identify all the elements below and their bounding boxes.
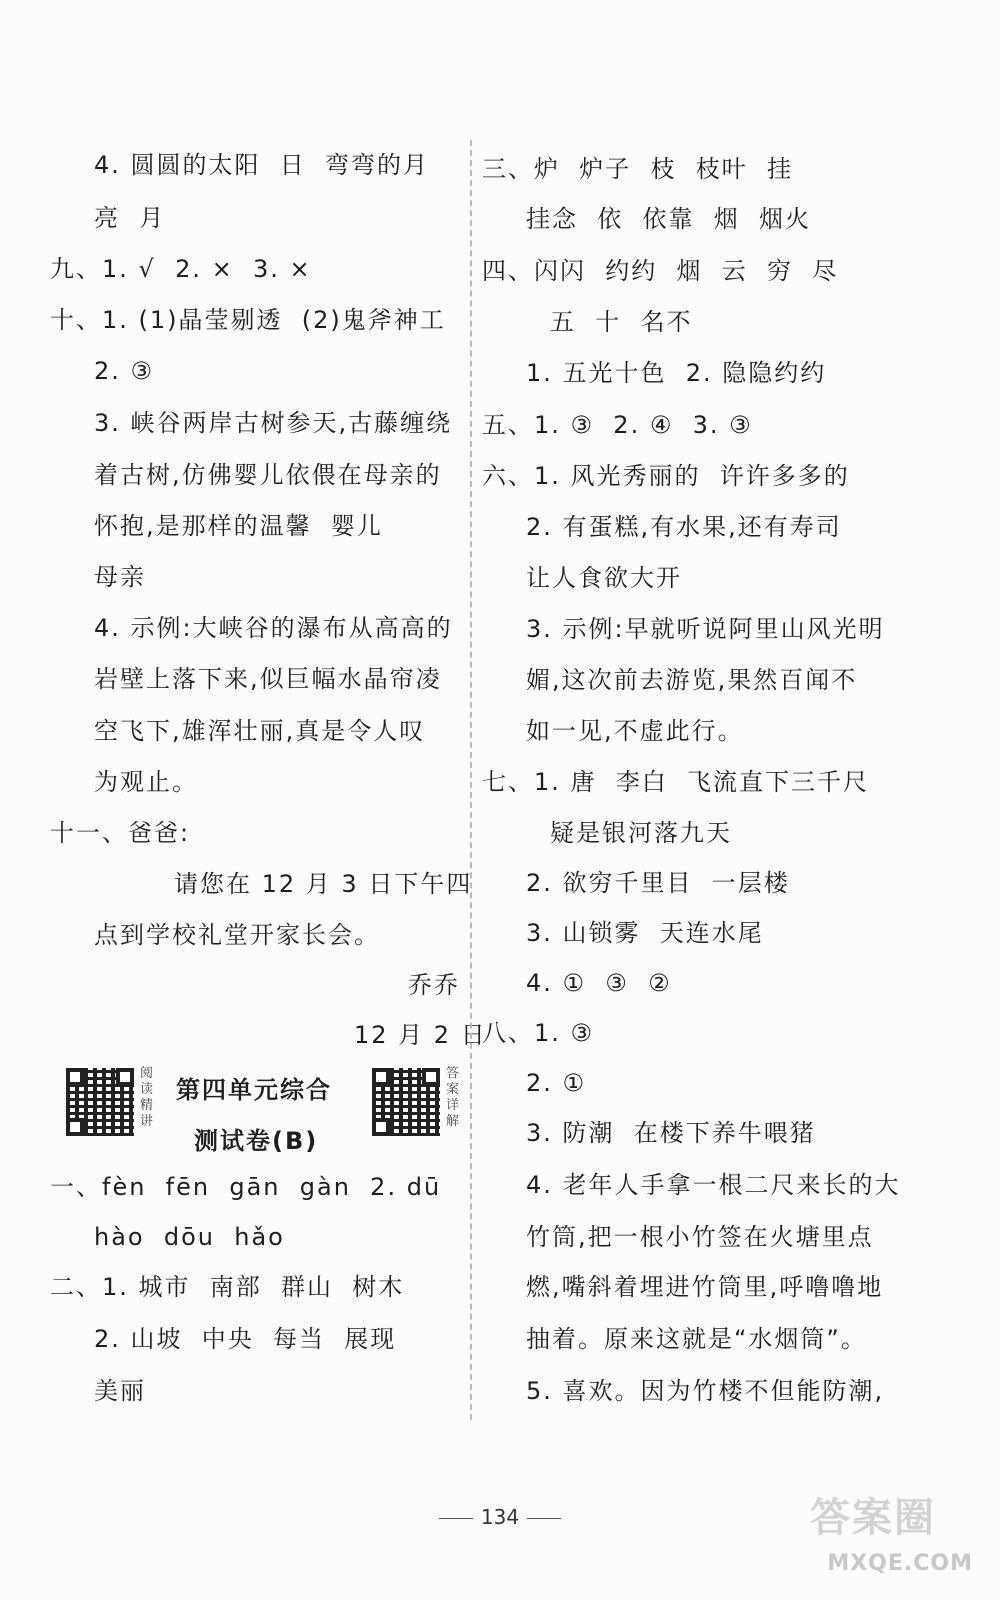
answer-line: 怀抱,是那样的温馨 婴儿 xyxy=(94,512,383,540)
answer-line: 八、1. ③ xyxy=(482,1019,595,1047)
answer-line: 疑是银河落九天 xyxy=(550,819,732,847)
answer-line: 一、fèn fēn gān gàn 2. dū xyxy=(50,1173,442,1201)
answer-line: 如一见,不虚此行。 xyxy=(526,717,744,745)
answer-line: 三、炉 炉子 枝 枝叶 挂 xyxy=(482,155,794,183)
answer-line: 请您在 12 月 3 日下午四 xyxy=(174,870,473,898)
answer-line: 1. 五光十色 2. 隐隐约约 xyxy=(526,359,827,387)
answer-line: hào dōu hǎo xyxy=(94,1223,285,1251)
answer-line: 岩壁上落下来,似巨幅水晶帘凌 xyxy=(94,665,442,693)
watermark-url: MXQE.COM xyxy=(827,1551,973,1576)
answer-line: 七、1. 唐 李白 飞流直下三千尺 xyxy=(482,768,870,796)
answer-line: 十、1. (1)晶莹剔透 (2)鬼斧神工 xyxy=(50,306,446,334)
answer-line: 美丽 xyxy=(94,1377,146,1405)
answer-line: 2. 有蛋糕,有水果,还有寿司 xyxy=(526,513,842,541)
answer-line: 3. 防潮 在楼下养牛喂猪 xyxy=(526,1119,816,1147)
section-title-line2: 测试卷(B) xyxy=(194,1127,319,1155)
watermark xyxy=(800,1478,985,1588)
answer-line: 2. 欲穷千里目 一层楼 xyxy=(526,869,790,897)
answer-line: 让人食欲大开 xyxy=(526,564,682,592)
answer-line: 3. 峡谷两岸古树参天,古藤缠绕 xyxy=(94,409,453,437)
answer-line: 4. 示例:大峡谷的瀑布从高高的 xyxy=(94,614,453,642)
answer-line: 四、闪闪 约约 烟 云 穷 尽 xyxy=(482,257,839,285)
page-number-dash-left xyxy=(439,1518,473,1519)
answer-line: 九、1. √ 2. × 3. × xyxy=(50,255,312,283)
answer-line: 点到学校礼堂开家长会。 xyxy=(94,921,380,949)
answer-line: 燃,嘴斜着埋进竹筒里,呼噜噜地 xyxy=(526,1273,884,1301)
answer-line: 5. 喜欢。因为竹楼不但能防潮, xyxy=(526,1377,885,1405)
answer-line: 2. ③ xyxy=(94,357,155,385)
answer-line: 十一、爸爸: xyxy=(50,819,191,847)
answer-line: 2. ① xyxy=(526,1069,587,1097)
answer-line: 媚,这次前去游览,果然百闻不 xyxy=(526,666,858,694)
signature-name: 乔乔 xyxy=(408,971,460,999)
answer-line: 空飞下,雄浑壮丽,真是令人叹 xyxy=(94,717,426,745)
answer-line: 抽着。原来这就是“水烟筒”。 xyxy=(526,1325,867,1353)
page-number-value: 134 xyxy=(480,1505,520,1529)
signature-date: 12 月 2 日 xyxy=(354,1021,487,1049)
answer-line: 五、1. ③ 2. ④ 3. ③ xyxy=(482,411,753,439)
watermark-logo: 答案圈 xyxy=(810,1495,936,1541)
qr-code-right[interactable] xyxy=(372,1068,440,1136)
column-divider xyxy=(470,140,472,1420)
qr-code-left[interactable] xyxy=(66,1068,134,1136)
answer-line: 3. 示例:早就听说阿里山风光明 xyxy=(526,615,885,643)
answer-line: 亮 月 xyxy=(94,204,166,232)
answer-line: 3. 山锁雾 天连水尾 xyxy=(526,919,764,947)
page-number-dash-right xyxy=(527,1518,561,1519)
answer-line: 为观止。 xyxy=(94,768,198,796)
answer-line: 2. 山坡 中央 每当 展现 xyxy=(94,1325,397,1353)
qr-right-label: 答案详解 xyxy=(446,1066,460,1129)
section-title-line1: 第四单元综合 xyxy=(176,1076,332,1104)
answer-line: 4. ① ③ ② xyxy=(526,969,672,997)
answer-line: 着古树,仿佛婴儿依偎在母亲的 xyxy=(94,461,442,489)
qr-left-label: 阅读精讲 xyxy=(140,1066,154,1129)
answer-line: 挂念 依 依靠 烟 烟火 xyxy=(526,205,812,233)
answer-line: 二、1. 城市 南部 群山 树木 xyxy=(50,1273,405,1301)
answer-line: 母亲 xyxy=(94,563,146,591)
answer-line: 4. 圆圆的太阳 日 弯弯的月 xyxy=(94,151,430,179)
answer-line: 4. 老年人手拿一根二尺来长的大 xyxy=(526,1171,901,1199)
answer-line: 竹筒,把一根小竹签在火塘里点 xyxy=(526,1223,874,1251)
answer-line: 六、1. 风光秀丽的 许许多多的 xyxy=(482,462,850,490)
answer-line: 五 十 名不 xyxy=(550,308,693,336)
